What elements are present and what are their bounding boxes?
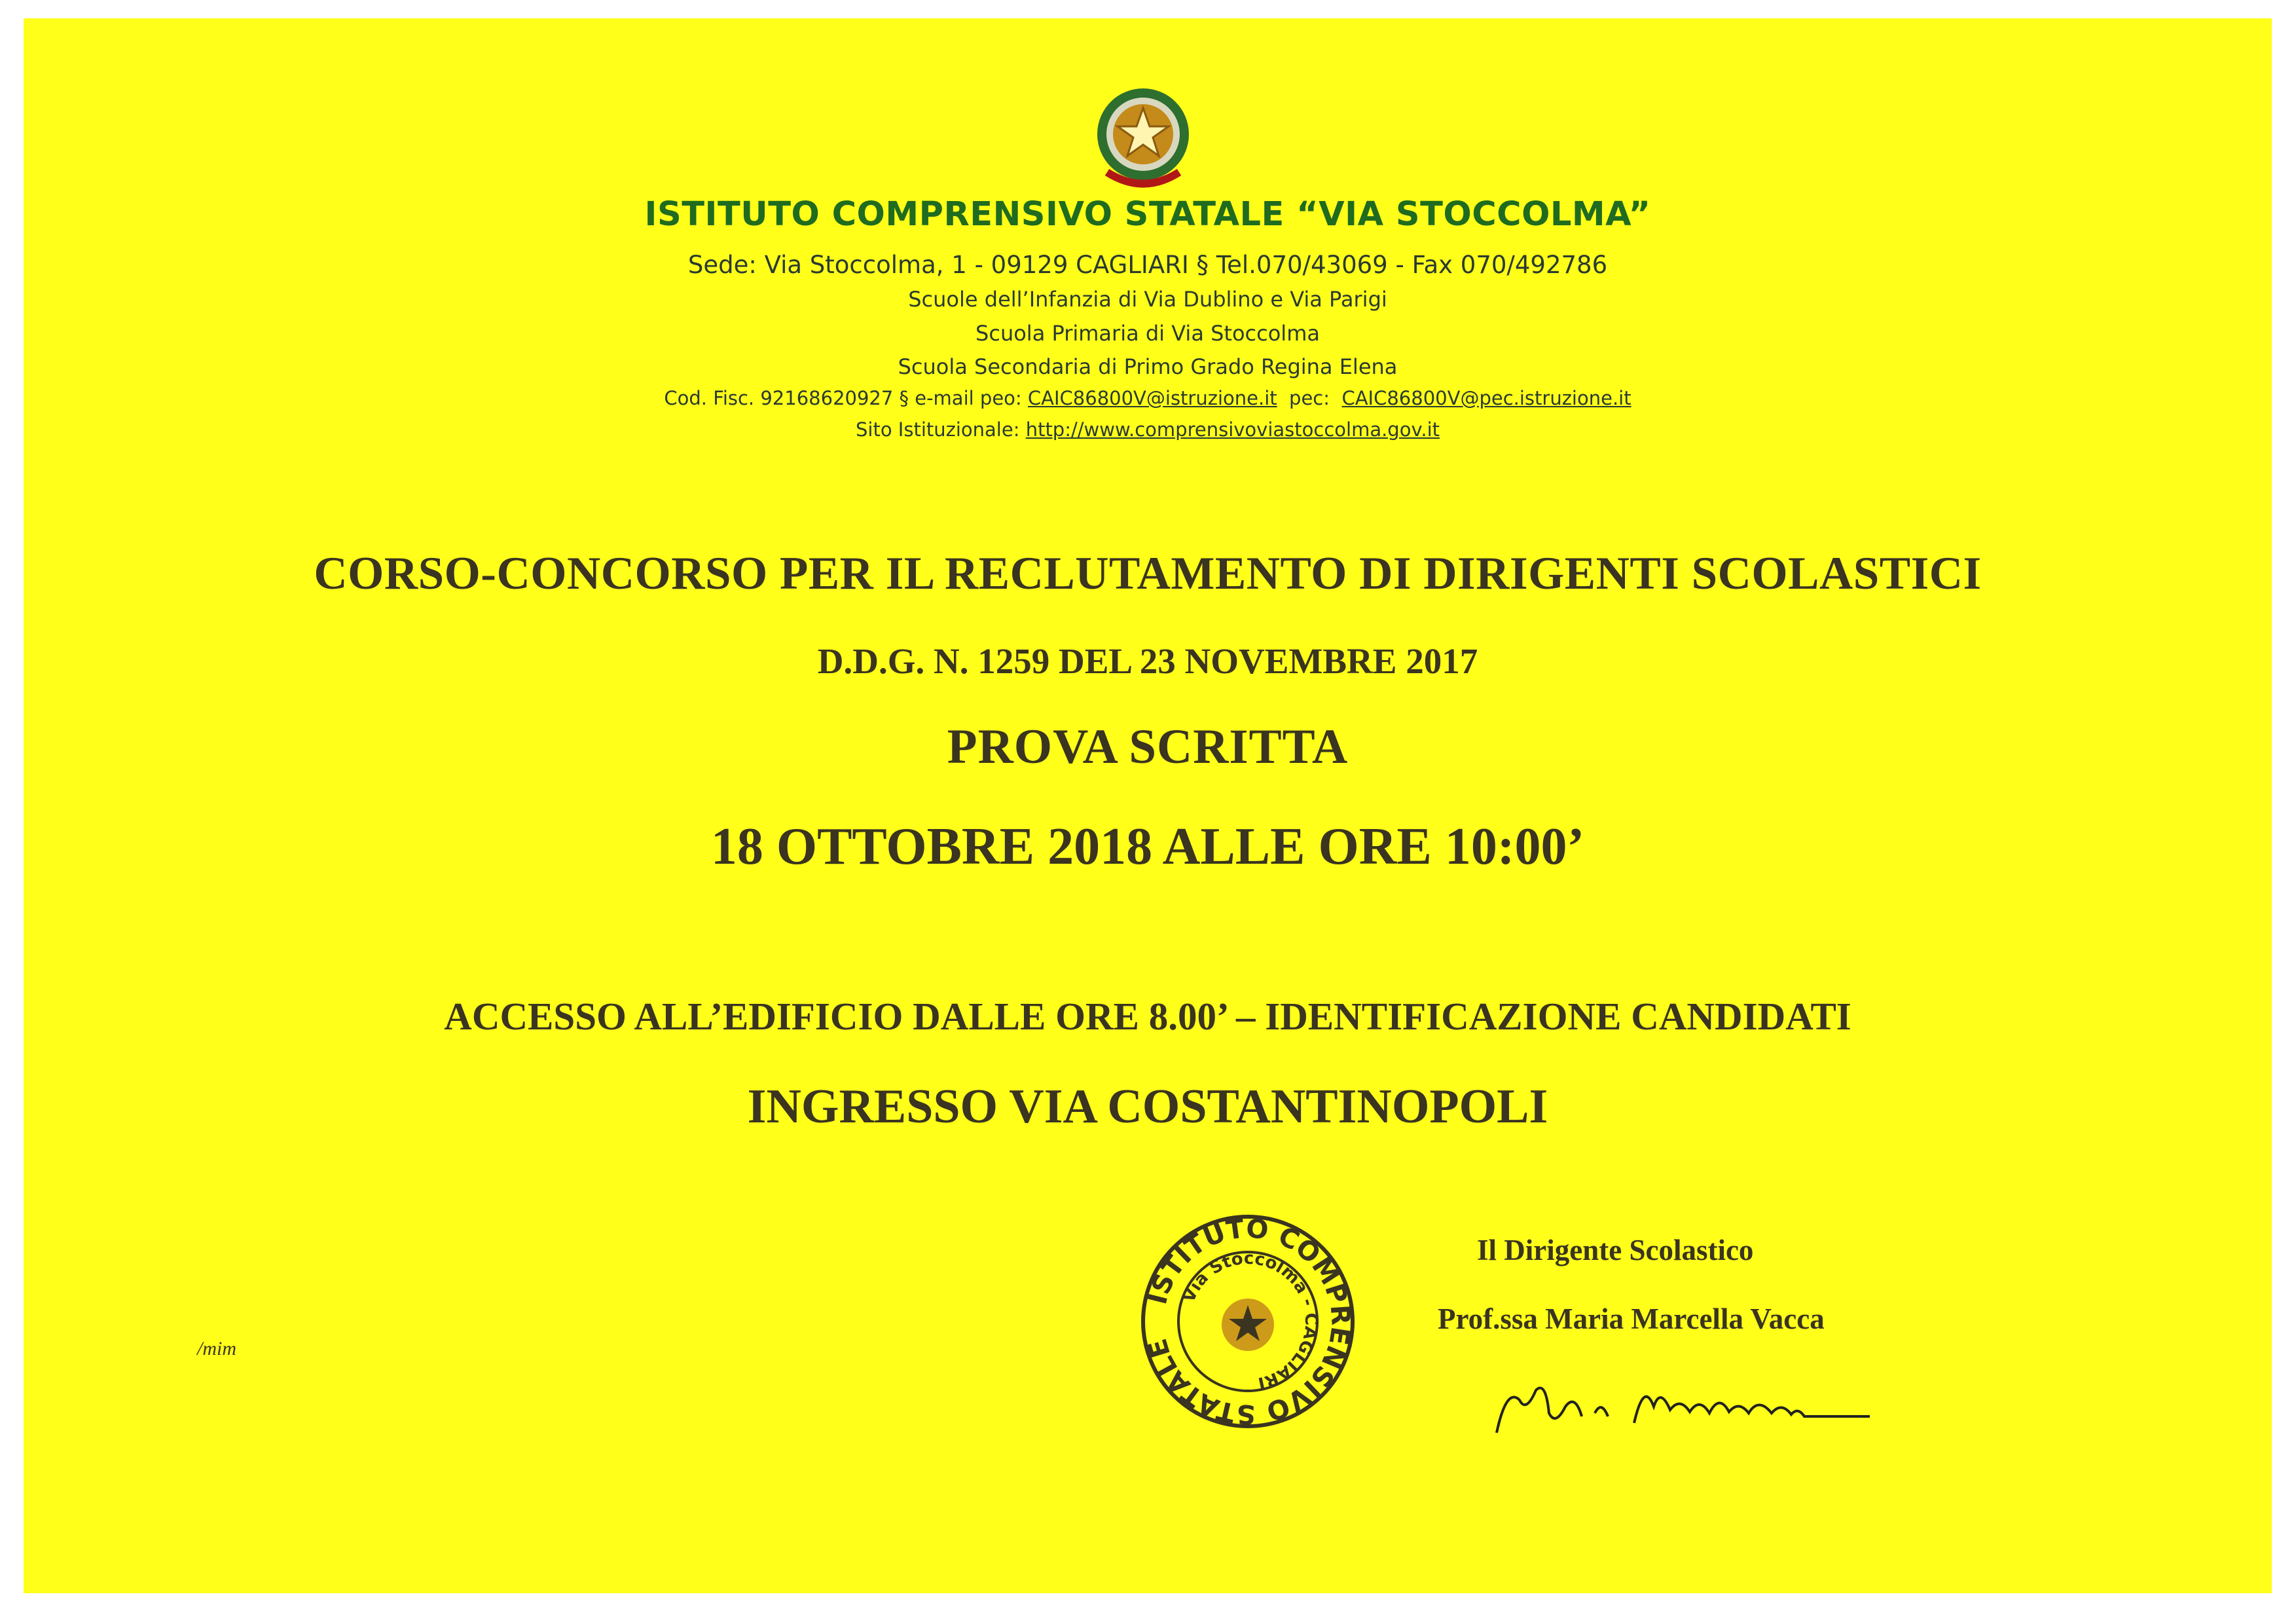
institute-name: ISTITUTO COMPRENSIVO STATALE “VIA STOCCOLMA” (644, 195, 1651, 234)
contact-line (24, 387, 2272, 409)
access-info: ACCESSO ALL’EDIFICIO DALLE ORE 8.00’ – IDENTIFICAZIONE CANDIDATI (444, 995, 1851, 1038)
institute-address: Sede: Via Stoccolma, 1 - 09129 CAGLIARI § Tel.070/43069 - Fax 070/492786 (687, 251, 1608, 279)
pec-label: pec: (1277, 387, 1342, 409)
codfisc-text: Cod. Fisc. 92168620927 § e-mail peo: (664, 387, 1028, 409)
signer-title: Il Dirigente Scolastico (1477, 1234, 1754, 1266)
email-pec-link[interactable]: CAIC86800V@pec.istruzione.it (1341, 387, 1631, 409)
site-label: Sito Istituzionale: (855, 418, 1026, 441)
course-title: CORSO-CONCORSO PER IL RECLUTAMENTO DI DIRIGENTI SCOLASTICI (314, 548, 1982, 599)
notice-sheet (24, 18, 2272, 1593)
italian-republic-emblem-icon (1087, 81, 1199, 198)
email-peo-link[interactable]: CAIC86800V@istruzione.it (1027, 387, 1277, 409)
school-primaria: Scuola Primaria di Via Stoccolma (975, 321, 1320, 346)
school-secondaria: Scuola Secondaria di Primo Grado Regina Elena (898, 354, 1398, 379)
entrance-info: INGRESSO VIA COSTANTINOPOLI (747, 1080, 1548, 1134)
svg-text:ISTITUTO COMPRENSIVO STATALE: ISTITUTO COMPRENSIVO STATALE (1142, 1213, 1356, 1430)
svg-text:Via Stoccolma - CAGLIARI: Via Stoccolma - CAGLIARI (1178, 1248, 1321, 1393)
site-line (24, 418, 2272, 441)
signer-name: Prof.ssa Maria Marcella Vacca (1438, 1302, 1825, 1335)
typist-initials: /mim (197, 1338, 236, 1359)
handwritten-signature (1484, 1361, 1876, 1452)
exam-date-time: 18 OTTOBRE 2018 ALLE ORE 10:00’ (710, 818, 1585, 876)
ddg-reference: D.D.G. N. 1259 DEL 23 NOVEMBRE 2017 (817, 641, 1478, 681)
site-url-link[interactable]: http://www.comprensivoviastoccolma.gov.it (1025, 418, 1440, 441)
school-infanzia: Scuole dell’Infanzia di Via Dublino e Via Parigi (908, 287, 1387, 312)
school-stamp-seal-icon (1137, 1210, 1359, 1433)
exam-type: PROVA SCRITTA (947, 720, 1349, 774)
